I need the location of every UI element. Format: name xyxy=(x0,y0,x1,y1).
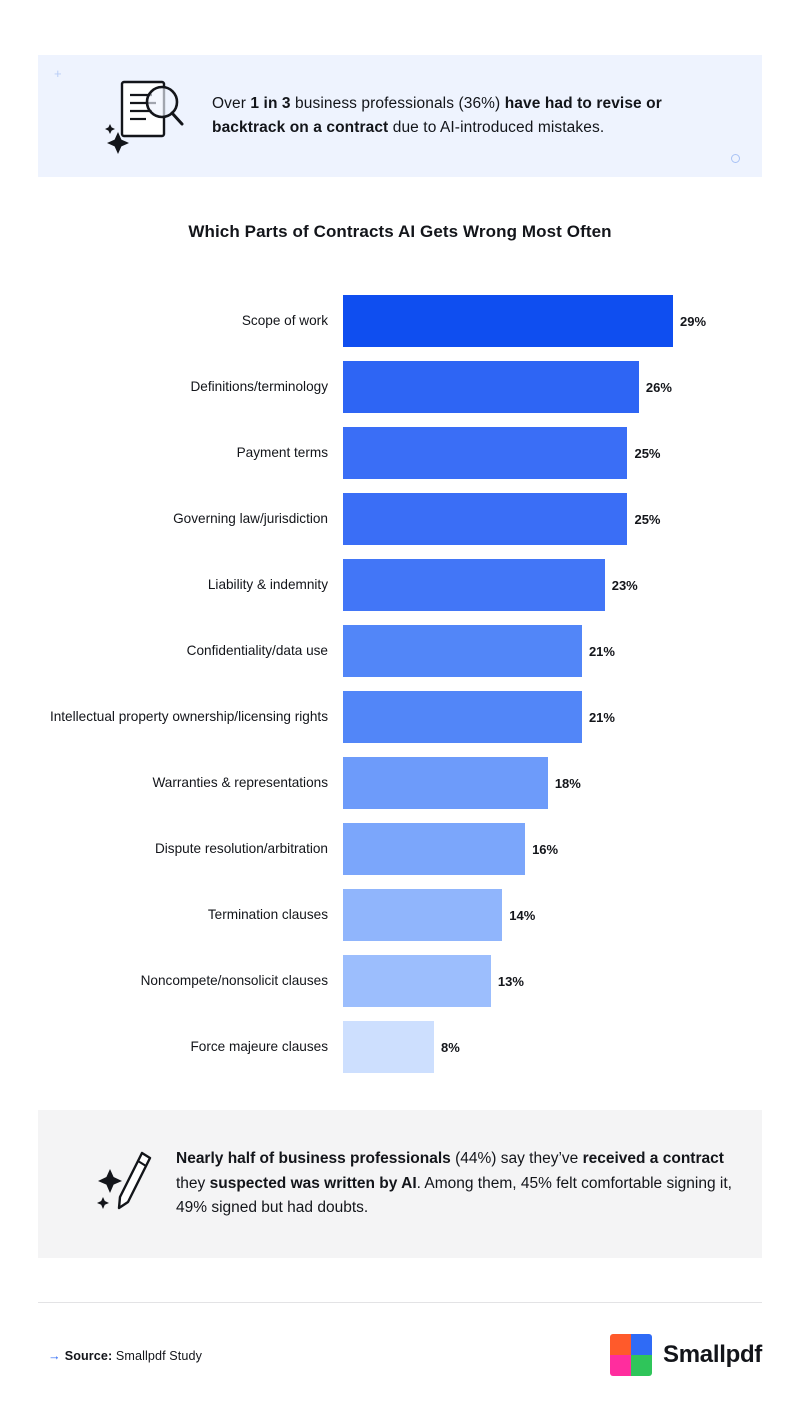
bar xyxy=(343,1021,434,1073)
bar-area xyxy=(343,552,762,618)
category-label: Force majeure clauses xyxy=(190,1038,328,1054)
bar-area xyxy=(343,354,762,420)
chart-row xyxy=(38,948,762,1014)
bar xyxy=(343,823,525,875)
bar-area xyxy=(343,750,762,816)
arrow-right-icon: → xyxy=(48,1349,61,1363)
category-label: Definitions/terminology xyxy=(190,378,328,394)
bar-area xyxy=(343,684,762,750)
bottom-text-1: (44%) say they’ve xyxy=(450,1149,583,1167)
source-value: Smallpdf Study xyxy=(112,1349,202,1363)
bar-value-label: 23% xyxy=(611,577,638,593)
chart-row xyxy=(38,750,762,816)
bottom-text-bold-1: Nearly half of business professionals xyxy=(176,1149,451,1167)
bar-value-label: 16% xyxy=(532,841,559,857)
document-magnifier-icon xyxy=(102,74,194,158)
top-callout xyxy=(38,55,762,177)
bar xyxy=(343,691,582,743)
bottom-callout xyxy=(38,1110,762,1258)
bar-value-label: 8% xyxy=(441,1039,460,1055)
bar-area xyxy=(343,1014,762,1080)
source-label: Source: xyxy=(64,1349,113,1363)
bar-value-label: 14% xyxy=(509,907,536,923)
bar-value-label: 29% xyxy=(680,313,707,329)
bar xyxy=(343,295,673,347)
top-text-2: business professionals (36%) xyxy=(290,94,505,112)
chart-row xyxy=(38,1014,762,1080)
category-label: Termination clauses xyxy=(207,906,328,922)
bar xyxy=(343,757,548,809)
bar-value-label: 26% xyxy=(645,379,672,395)
category-label: Liability & indemnity xyxy=(207,576,328,592)
pen-sparkle-icon xyxy=(94,1147,166,1221)
bar xyxy=(343,889,502,941)
chart-row xyxy=(38,354,762,420)
chart-row xyxy=(38,816,762,882)
top-text-1: Over xyxy=(212,94,251,112)
bar xyxy=(343,427,627,479)
circle-decoration-icon xyxy=(731,154,740,163)
bottom-callout-text xyxy=(176,1147,736,1221)
category-label: Confidentiality/data use xyxy=(186,642,328,658)
category-label: Dispute resolution/arbitration xyxy=(154,840,328,856)
category-label: Noncompete/nonsolicit clauses xyxy=(140,972,328,988)
logo-tile xyxy=(631,1355,652,1376)
bar-chart xyxy=(38,288,762,1080)
bar-value-label: 25% xyxy=(634,511,661,527)
bar-area xyxy=(343,288,762,354)
logo-wordmark: Smallpdf xyxy=(663,1341,762,1368)
category-label: Warranties & representations xyxy=(152,774,328,790)
category-label: Intellectual property ownership/licensing rights xyxy=(49,708,328,724)
category-label: Payment terms xyxy=(236,444,328,460)
logo-tile xyxy=(610,1355,631,1376)
bar-value-label: 18% xyxy=(554,775,581,791)
category-label: Scope of work xyxy=(241,312,328,328)
bar xyxy=(343,625,582,677)
bar-area xyxy=(343,948,762,1014)
bar-area xyxy=(343,486,762,552)
bar-value-label: 25% xyxy=(634,445,661,461)
chart-row xyxy=(38,420,762,486)
bar-value-label: 21% xyxy=(588,709,615,725)
bottom-text-bold-3: suspected was written by AI xyxy=(209,1174,417,1192)
bar xyxy=(343,955,491,1007)
bar xyxy=(343,559,605,611)
top-text-bold-2: have had to revise or backtrack on a contract xyxy=(212,94,662,136)
top-text-bold-1: 1 in 3 xyxy=(250,94,291,112)
category-label: Governing law/jurisdiction xyxy=(173,510,328,526)
chart-row xyxy=(38,288,762,354)
brand-logo xyxy=(610,1334,762,1376)
bar-area xyxy=(343,816,762,882)
bar-area xyxy=(343,420,762,486)
logo-tile xyxy=(610,1334,631,1355)
top-text-3: due to AI-introduced mistakes. xyxy=(388,119,605,136)
plus-decoration-icon: + xyxy=(54,66,62,81)
chart-row xyxy=(38,684,762,750)
footer-divider xyxy=(38,1302,762,1303)
bar-value-label: 21% xyxy=(588,643,615,659)
bar xyxy=(343,493,627,545)
bottom-text-3: . Among them, 45% felt comfortable signing it, 49% signed but had doubts. xyxy=(176,1174,732,1217)
chart-row xyxy=(38,618,762,684)
top-callout-text xyxy=(212,92,732,140)
chart-row xyxy=(38,882,762,948)
bar-area xyxy=(343,882,762,948)
source-note xyxy=(48,1349,202,1363)
chart-row xyxy=(38,486,762,552)
bar xyxy=(343,361,639,413)
bottom-text-2: they xyxy=(176,1174,210,1192)
chart-row xyxy=(38,552,762,618)
logo-tile xyxy=(631,1334,652,1355)
logo-mark-icon xyxy=(610,1334,652,1376)
bar-area xyxy=(343,618,762,684)
bar-value-label: 13% xyxy=(497,973,524,989)
chart-title: Which Parts of Contracts AI Gets Wrong Most Often xyxy=(188,222,612,241)
bottom-text-bold-2: received a contract xyxy=(582,1149,724,1167)
